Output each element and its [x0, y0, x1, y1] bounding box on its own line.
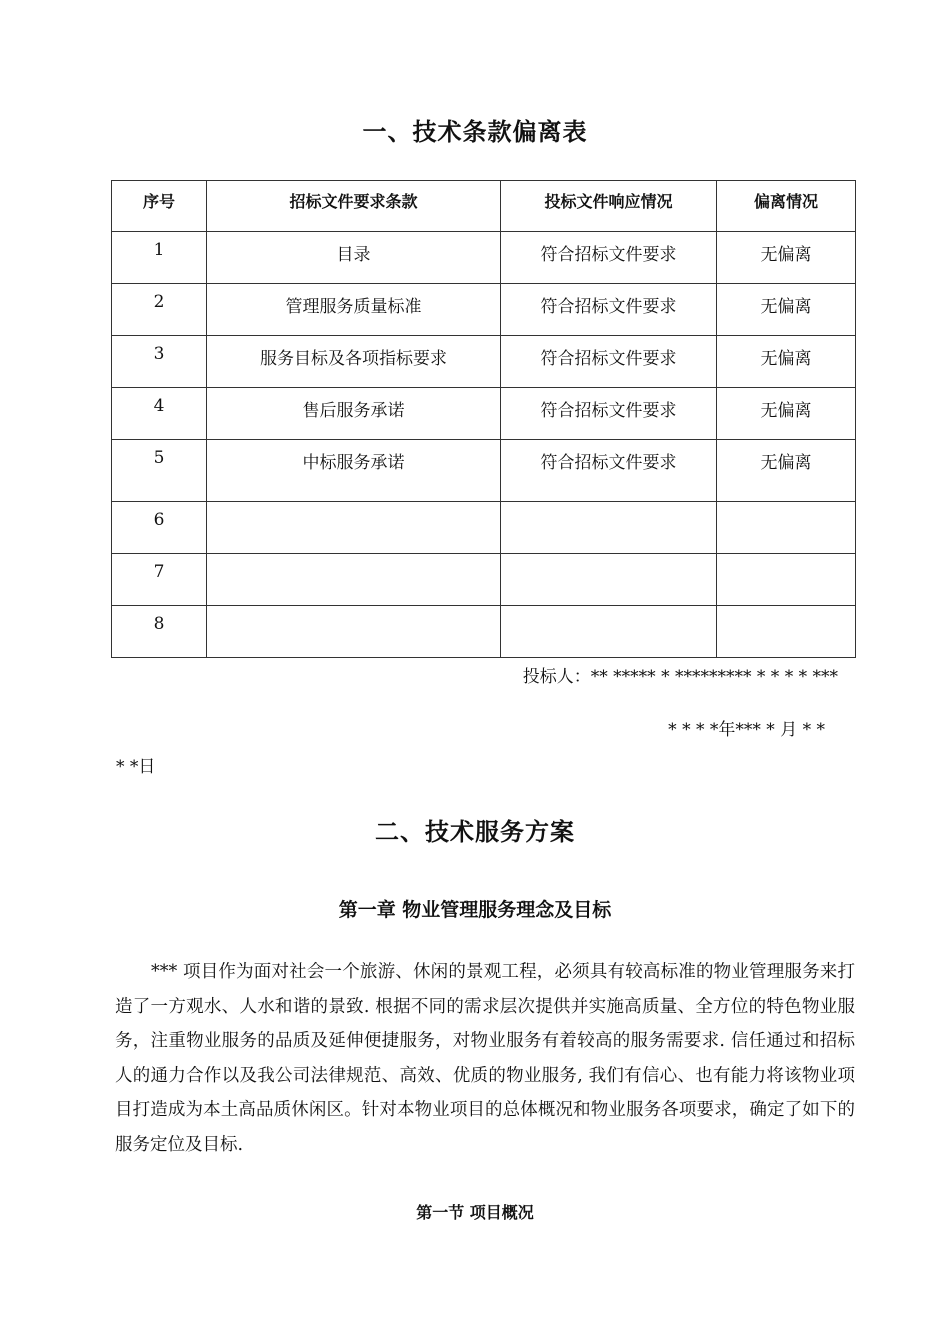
cell-index: 1 [112, 232, 207, 284]
cell-response: 符合招标文件要求 [501, 336, 717, 388]
table-row [112, 606, 856, 658]
cell-requirement: 售后服务承诺 [207, 388, 501, 440]
header-response: 投标文件响应情况 [501, 181, 717, 232]
header-index: 序号 [112, 181, 207, 232]
table-header-row [112, 181, 856, 232]
cell-deviation [717, 606, 856, 658]
table-row [112, 502, 856, 554]
cell-deviation: 无偏离 [717, 232, 856, 284]
cell-deviation [717, 554, 856, 606]
section-title-project-overview: 第一节 项目概况 [416, 1203, 534, 1222]
table-row [112, 336, 856, 388]
cell-response [501, 554, 717, 606]
section-title-tech-plan: 二、技术服务方案 [375, 818, 575, 846]
cell-requirement: 管理服务质量标准 [207, 284, 501, 336]
cell-requirement [207, 502, 501, 554]
cell-response: 符合招标文件要求 [501, 284, 717, 336]
cell-deviation [717, 502, 856, 554]
cell-index: 6 [112, 502, 207, 554]
header-requirement: 招标文件要求条款 [207, 181, 501, 232]
chapter-title: 第一章 物业管理服务理念及目标 [338, 899, 612, 921]
cell-index: 3 [112, 336, 207, 388]
cell-index: 4 [112, 388, 207, 440]
cell-requirement [207, 606, 501, 658]
deviation-table [111, 180, 856, 658]
cell-requirement: 目录 [207, 232, 501, 284]
cell-deviation: 无偏离 [717, 388, 856, 440]
cell-index: 8 [112, 606, 207, 658]
table-row [112, 232, 856, 284]
intro-paragraph: *** 项目作为面对社会一个旅游、休闲的景观工程，必须具有较高标准的物业管理服务来打造了一方观水、人水和谐的景致. 根据不同的需求层次提供并实施高质量、全方位的特色物业服务，注重物业服务的品质及延伸便捷服务，对物业服务有着较高的服务需要求. 信任通过和招标人的通力合作以及我公司法律规范、高效、优质的物业服务, 我们有信心、也有能力将该物业项目打造成为本土高品质休闲区。针对本物业项目的总体概况和物业服务各项要求，确定了如下的服务定位及目标. [115, 962, 855, 1155]
cell-response [501, 502, 717, 554]
bidder-signature-line: 投标人：** ***** * ********* * * * * *** [522, 667, 838, 687]
cell-index: 5 [112, 440, 207, 502]
cell-response: 符合招标文件要求 [501, 388, 717, 440]
cell-requirement: 服务目标及各项指标要求 [207, 336, 501, 388]
cell-requirement: 中标服务承诺 [207, 440, 501, 502]
signature-day: * *日 [116, 757, 156, 777]
cell-deviation: 无偏离 [717, 336, 856, 388]
cell-deviation: 无偏离 [717, 440, 856, 502]
signature-date-line: * * * *年*** * 月 * * [668, 720, 825, 740]
table-row [112, 284, 856, 336]
cell-requirement [207, 554, 501, 606]
cell-index: 7 [112, 554, 207, 606]
section-title-deviation-table: 一、技术条款偏离表 [362, 118, 588, 146]
cell-response [501, 606, 717, 658]
table-row [112, 554, 856, 606]
cell-response: 符合招标文件要求 [501, 232, 717, 284]
cell-deviation: 无偏离 [717, 284, 856, 336]
header-deviation: 偏离情况 [717, 181, 856, 232]
cell-response: 符合招标文件要求 [501, 440, 717, 502]
table-row [112, 440, 856, 502]
cell-index: 2 [112, 284, 207, 336]
table-row [112, 388, 856, 440]
